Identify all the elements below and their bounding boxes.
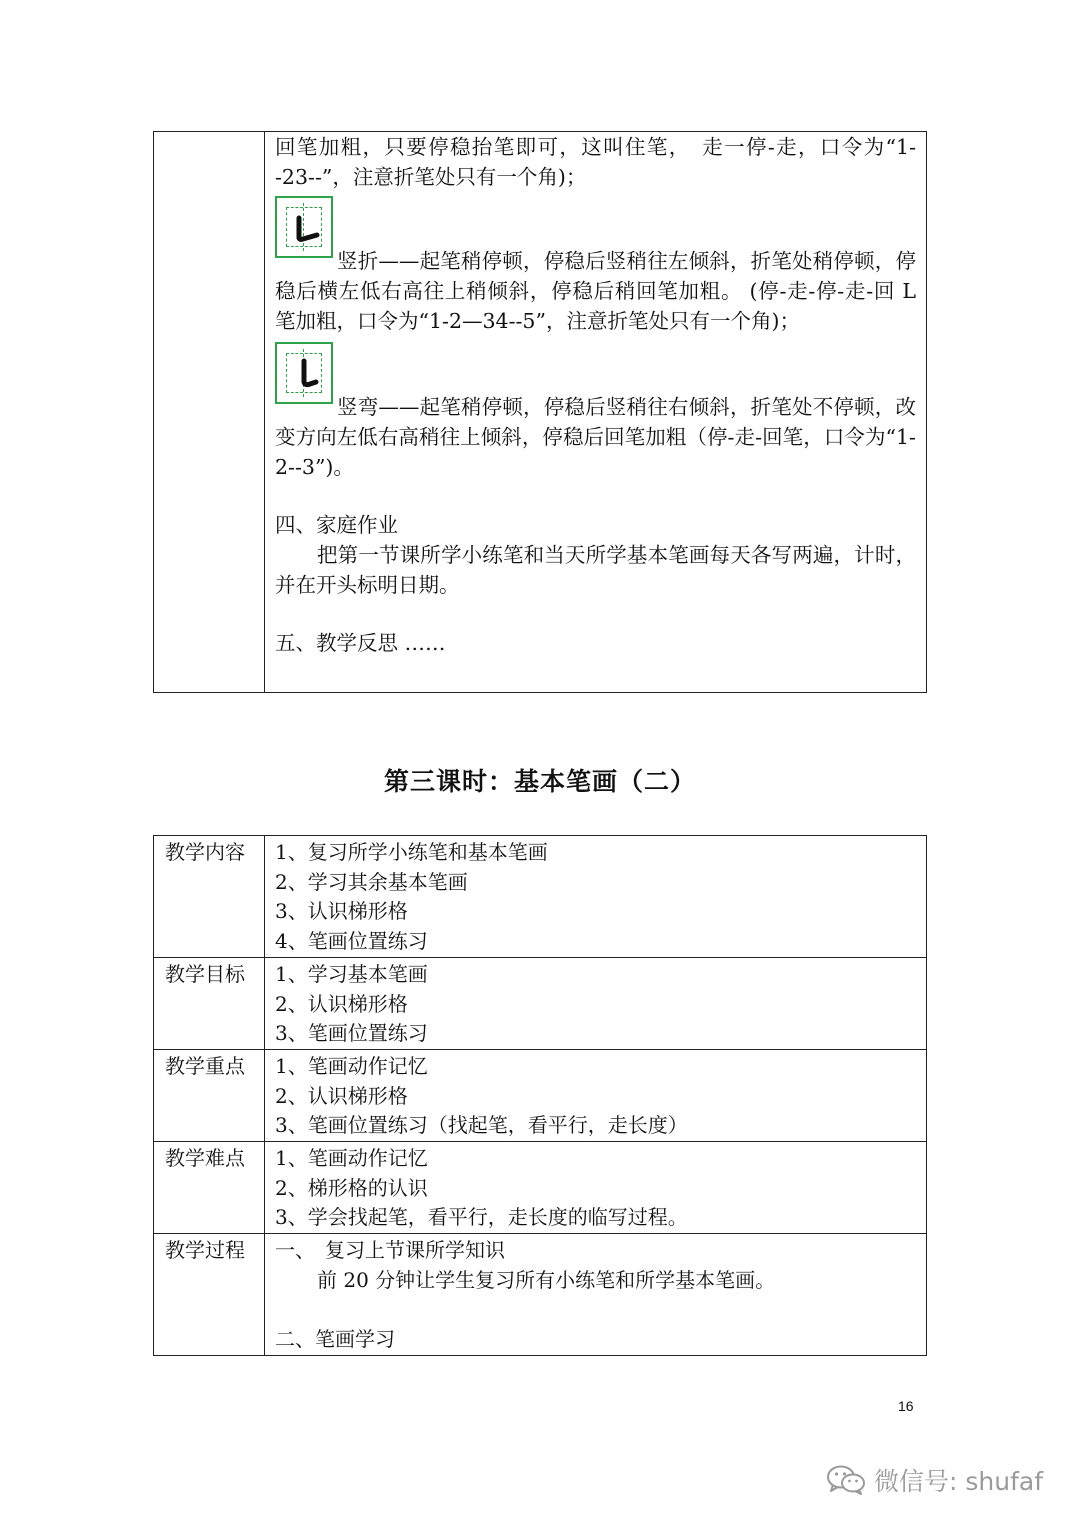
list-item: 2、认识梯形格 (275, 1083, 408, 1108)
list-item: 1、复习所学小练笔和基本笔画 (275, 840, 548, 864)
content-cell (265, 132, 927, 693)
list-item: 二、笔画学习 (275, 1327, 395, 1352)
paragraph-vertical-fold: 竖折——起笔稍停顿，停稳后竖稍往左倾斜，折笔处稍停顿，停稳后横左低右高往上稍倾斜，停稳后稍回笔加粗。 (停-走-停-走-回 L 笔加粗，口令为“1-2—34--5”，注意折笔处只有一个角)； (275, 249, 916, 333)
row-content-cell (265, 1234, 927, 1356)
list-item: 3、笔画位置练习 (275, 1021, 428, 1046)
watermark (826, 1462, 1043, 1498)
heading-reflection: 五、教学反思 …… (275, 631, 446, 655)
icon-row-2 (275, 338, 916, 406)
list-item: 4、笔画位置练习 (275, 929, 428, 954)
lesson-plan-table (153, 835, 927, 1356)
row-key-points (154, 1049, 927, 1141)
list-item: 2、梯形格的认识 (275, 1175, 428, 1200)
row-content-cell (265, 836, 927, 958)
wechat-icon (826, 1464, 866, 1496)
empty-label-cell (154, 132, 265, 693)
list-item: 2、学习其余基本笔画 (275, 869, 468, 894)
list-item: 前 20 分钟让学生复习所有小练笔和所学基本笔画。 (317, 1267, 776, 1292)
list-item: 1、学习基本笔画 (275, 961, 428, 986)
list-item: 2、认识梯形格 (275, 991, 408, 1016)
row-content-cell (265, 1142, 927, 1234)
list-item: 1、笔画动作记忆 (275, 1146, 428, 1171)
row-difficulties (154, 1142, 927, 1234)
lesson-table-continued (153, 131, 927, 693)
page-number: 16 (898, 1398, 914, 1414)
row-label: 教学目标 (154, 957, 265, 1049)
row-label: 教学过程 (154, 1234, 265, 1356)
row-content-cell (265, 957, 927, 1049)
paragraph-homework: 把第一节课所学小练笔和当天所学基本笔画每天各写两遍，计时，并在开头标明日期。 (275, 543, 916, 597)
vertical-bend-stroke-icon (275, 342, 333, 404)
list-item (275, 1296, 918, 1326)
row-label: 教学难点 (154, 1142, 265, 1234)
row-label: 教学重点 (154, 1049, 265, 1141)
paragraph-vertical-bend: 竖弯——起笔稍停顿，停稳后竖稍往右倾斜，折笔处不停顿，改变方向左低右高稍往上倾斜，停稳后回笔加粗（停-走-回笔，口令为“1-2--3”)。 (275, 395, 916, 479)
icon-row-1 (275, 192, 916, 260)
watermark-text: 微信号: shufaf (874, 1467, 1044, 1496)
row-goals (154, 957, 927, 1049)
list-item: 一、 复习上节课所学知识 (275, 1238, 505, 1263)
list-item: 3、笔画位置练习（找起笔，看平行，走长度） (275, 1113, 688, 1138)
list-item: 3、认识梯形格 (275, 899, 408, 924)
row-label: 教学内容 (154, 836, 265, 958)
row-content (154, 836, 927, 958)
list-item: 3、学会找起笔，看平行，走长度的临写过程。 (275, 1205, 688, 1230)
lesson-title: 第三课时：基本笔画（二） (383, 767, 696, 796)
row-process (154, 1234, 927, 1356)
list-item: 1、笔画动作记忆 (275, 1053, 428, 1078)
vertical-fold-stroke-icon (275, 196, 333, 258)
heading-homework: 四、家庭作业 (275, 513, 398, 537)
paragraph-hook-stroke: 回笔加粗，只要停稳抬笔即可，这叫住笔， 走一停-走，口令为“1--23--”，注意折笔处只有一个角)； (275, 135, 916, 189)
row-content-cell (265, 1049, 927, 1141)
